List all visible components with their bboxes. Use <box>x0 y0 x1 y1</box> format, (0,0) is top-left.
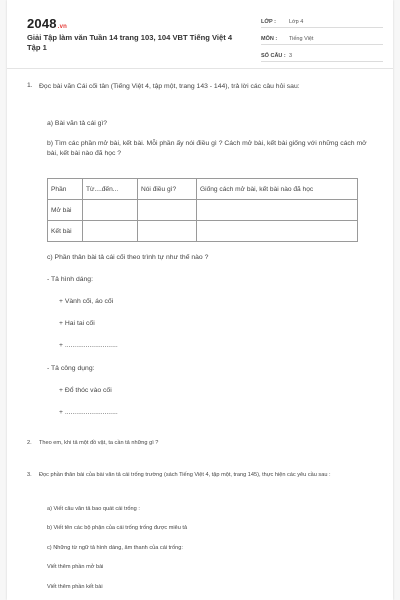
meta-value: Tiếng Việt <box>289 36 314 42</box>
table-header-cell: Nói điều gì? <box>138 179 197 200</box>
answer-table <box>47 178 358 242</box>
q1-part-a: a) Bài văn tả cái gì? <box>47 120 108 127</box>
table-header-cell: Từ....đến... <box>83 179 138 200</box>
q3-item: c) Những từ ngữ tả hình dáng, âm thanh của cái trống: <box>47 545 183 551</box>
use-item: + Đổ thóc vào cối <box>59 387 112 394</box>
q3-item: b) Viết tên các bộ phận của cái trống trống được miêu tả <box>47 525 188 531</box>
meta-row-class <box>261 14 383 28</box>
shape-item-blank: + ............................ <box>59 342 118 349</box>
question-number: 2. <box>27 440 32 446</box>
table-cell[interactable] <box>197 221 358 242</box>
shape-item: + Hai tai cối <box>59 320 95 327</box>
meta-value: 3 <box>289 53 293 59</box>
table-cell[interactable] <box>197 200 358 221</box>
q3-item: a) Viết câu văn tả bao quát cái trống : <box>47 506 140 512</box>
question-number: 1. <box>27 82 33 89</box>
table-cell: Kết bài <box>48 221 83 242</box>
logo-main: 2048 <box>27 16 57 31</box>
use-heading: - Tả công dụng: <box>47 365 95 372</box>
q3-item: Viết thêm phần mở bài <box>47 564 104 570</box>
meta-row-count <box>261 48 383 62</box>
meta-label: MÔN : <box>261 36 278 42</box>
shape-item: + Vành cối, áo cối <box>59 298 114 305</box>
table-row <box>48 221 358 242</box>
table-header-cell: Phần <box>48 179 83 200</box>
meta-panel <box>261 14 383 65</box>
header-divider <box>7 68 393 69</box>
question-text: Theo em, khi tả một đồ vật, ta cần tả những gì ? <box>39 440 159 446</box>
question-text: Đọc phần thân bài của bài văn tả cái trống trường (sách Tiếng Việt 4, tập một, trang 145), thực hiện các yêu cầu sau : <box>39 472 331 478</box>
document-header <box>7 0 393 64</box>
table-header-row <box>48 179 358 200</box>
table-cell[interactable] <box>138 200 197 221</box>
q1-part-c: c) Phần thân bài tả cái cối theo trình tự như thế nào ? <box>47 254 209 261</box>
meta-label: LỚP : <box>261 19 276 25</box>
question-prompt: Đọc bài văn Cái cối tân (Tiếng Việt 4, tập một, trang 143 - 144), trả lời các câu hỏi sau: <box>39 83 300 90</box>
question-number: 3. <box>27 472 32 478</box>
table-row <box>48 200 358 221</box>
meta-row-subject <box>261 31 383 45</box>
table-header-cell: Giống cách mở bài, kết bài nào đã học <box>197 179 358 200</box>
meta-label: SỐ CÂU : <box>261 53 286 59</box>
page-title: Giải Tập làm văn Tuần 14 trang 103, 104 VBT Tiếng Việt 4 Tập 1 <box>27 33 233 52</box>
site-logo[interactable] <box>27 16 67 31</box>
meta-value: Lớp 4 <box>289 19 304 25</box>
document-page <box>7 0 393 600</box>
q3-item: Viết thêm phần kết bài <box>47 584 103 590</box>
table-cell[interactable] <box>83 221 138 242</box>
table-cell[interactable] <box>83 200 138 221</box>
use-item-blank: + ............................ <box>59 409 118 416</box>
shape-heading: - Tả hình dáng: <box>47 276 93 283</box>
table-cell[interactable] <box>138 221 197 242</box>
q1-part-b: b) Tìm các phần mở bài, kết bài. Mỗi phần ấy nói điều gì ? Cách mở bài, kết bài giống với những cách mở bài, kết bài nào đã học ? <box>47 140 367 157</box>
table-cell: Mở bài <box>48 200 83 221</box>
logo-suffix: .vn <box>57 24 68 30</box>
